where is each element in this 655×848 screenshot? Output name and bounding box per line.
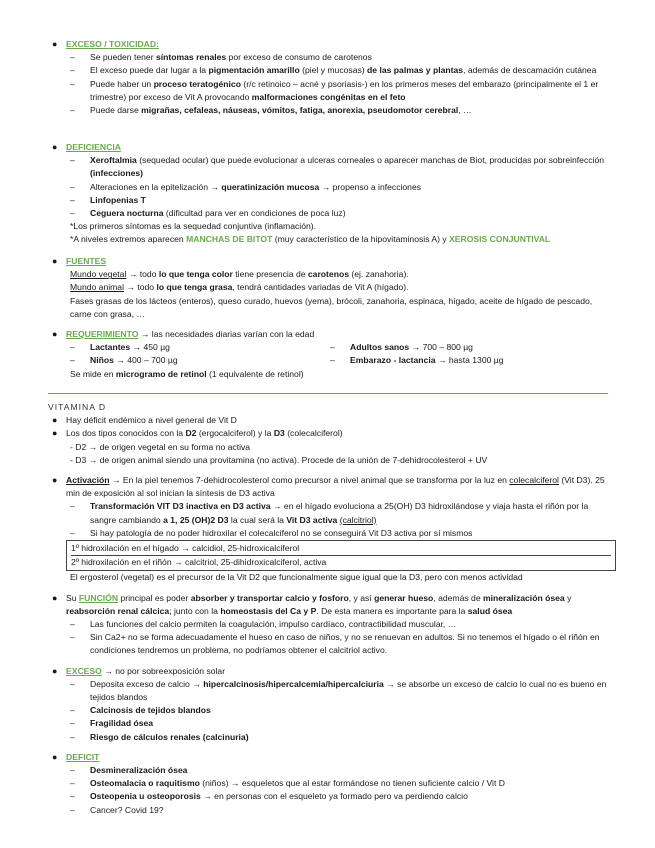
list-item: – Si hay patología de no poder hidroxilar el colecalciferol no se conseguirá Vit D3 activa por sí mismos: [70, 527, 473, 538]
section-fuentes: [0, 255, 655, 321]
note: *A niveles extremos aparecen MANCHAS DE BITOT (muy característico de la hipovitaminosis A) y XEROSIS CONJUNTIVAL: [70, 234, 551, 245]
list-item: – Ceguera nocturna (dificultad para ver en condiciones de poca luz): [70, 208, 346, 219]
list-item: – Se pueden tener síntomas renales por exceso de consumo de carotenos: [70, 52, 372, 63]
bullet-icon: ●: [52, 256, 58, 266]
list-item: – Osteopenia u osteoporosis → en personas con el esqueleto ya formado pero va perdiendo calcio: [70, 791, 468, 802]
paragraph: - D2 → de origen vegetal en su forma no activa: [70, 441, 251, 452]
paragraph: Fases grasas de los lácteos (enteros), queso curado, huevos (yema), brócoli, zanahoria, espinaca, hígado, aceite de hígado de pescado, carne con grasa, …: [70, 295, 593, 319]
heading-activacion: Activación: [66, 475, 110, 486]
heading-exceso-vit-d: EXCESO: [66, 665, 102, 676]
bullet-icon: ●: [52, 142, 58, 152]
bullet-icon: ●: [52, 39, 58, 49]
note: *Los primeros síntomas es la sequedad conjuntiva (inflamación).: [70, 221, 317, 232]
bullet-icon: ●: [52, 329, 58, 339]
heading-exceso-toxicidad: EXCESO / TOXICIDAD:: [66, 39, 159, 49]
paragraph: Mundo animal → todo lo que tenga grasa, tendrá cantidades variadas de Vit A (hígado).: [70, 282, 409, 293]
list-item: – Alteraciones en la epitelización → queratinización mucosa → propenso a infecciones: [70, 181, 422, 192]
requirement-row: – Niños → 400 – 700 µg – Embarazo - lactancia → hasta 1300 µg: [70, 355, 504, 366]
list-item: – Deposita exceso de calcio → hipercalcinosis/hipercalcemia/hipercalciuria → se absorbe un exceso de calcio lo cual no es bueno en tejidos blandos: [70, 678, 607, 703]
list-item: – Osteomalacia o raquitismo (niños) → esqueletos que al estar formándose no tienen suficiente calcio / Vit D: [70, 778, 505, 789]
heading-deficiencia: DEFICIENCIA: [66, 142, 121, 152]
list-item: – Calcinosis de tejidos blandos: [70, 705, 211, 716]
paragraph: - D3 → de origen animal siendo una provitamina (no activa). Procede de la unión de 7-dehidrocolesterol + UV: [70, 454, 488, 465]
hydroxylation-box: 1º hidroxilación en el hígado → calcidiol, 25-hidroxicalciferol 2º hidroxilación en el riñón → calcitriol, 25-dihidroxicalciferol, activa: [66, 540, 616, 571]
section-vitamina-d: VITAMINA D ● Hay déficit endémico a nivel general de Vit D ● Los dos tipos conocidos con la D2 (ergocalciferol) y la D3 (colecalciferol) - D2 → de origen vegetal en su forma no activa - D3 → de origen animal siendo una provitamina (no activa). Procede de la unión de 7-dehidrocolesterol + UV ● Activación → En la piel tenemos 7-dehidrocolesterol como precursor a nivel animal que se transforma por la luz en colecalciferol (Vit D3). 25 min de exposición al sol inician la síntesis de D3 activa – Transformación VIT D3 inactiva en D3 activa → en el hígado evoluciona a 25(OH) D3 hidroxilándose y viaja hasta el riñón por la sangre cambiando a 1, 25 (OH)2 D3 la cual será la Vit D3 activa (calcitriol) – Si hay patología de no poder hidroxilar el colecalciferol no se conseguirá Vit D3 activa por sí mismos 1º hidroxilación en el hígado → calcidiol, 25-hidroxicalciferol 2º hidroxilación en el riñón → calcitriol, 25-dihidroxicalciferol, activa El ergosterol (vegetal) es el precursor de la Vit D2 que funcionalmente sigue igual que la D3, pero con menos actividad ● Su FUNCIÓN principal es poder absorber y transportar calcio y fosforo, y así generar hueso, además de mineralización ósea y reabsorción renal cálcica; junto con la homeostasis del Ca y P. De esta manera es importante para la salud ósea – Las funciones del calcio permiten la coagulación, impulso cardíaco, contractibilidad muscular, … – Sin Ca2+ no se forma adecuadamente el hueso en caso de niños, y no se renuevan en adultos. Si no tenemos el hígado o el riñón en condiciones tendremos un problema, no podríamos obtener el calcitriol activo. ● EXCESO → no por sobreexposición solar – Deposita exceso de calcio → hipercalcinosis/hipercalcemia/hipercalciuria → se absorbe un exceso de calcio lo cual no es bueno en tejidos blandos – Calcinosis de tejidos blandos – Fragilidad ósea – Riesgo de cálculos renales (calcinuria) ● DEFICIT – Desmineralización ósea – Osteomalacia o raquitismo (niños) → esqueletos que al estar formándose no tienen suficiente calcio / Vit D – Osteopenia u osteoporosis → en personas con el esqueleto ya formado pero va perdiendo calcio – Cancer? Covid 19?: [0, 401, 655, 817]
bullet-icon: ●: [52, 415, 58, 426]
list-item: – Xeroftalmia (sequedad ocular) que puede evolucionar a ulceras corneales o aparecer manchas de Biot, producidas por sobreinfección (infecciones): [70, 155, 605, 179]
requirement-row: – Lactantes → 450 µg – Adultos sanos → 700 – 800 µg: [70, 342, 473, 353]
list-item: – Sin Ca2+ no se forma adecuadamente el hueso en caso de niños, y no se renuevan en adultos. Si no tenemos el hígado o el riñón en condiciones tendremos un problema, no podríamos obtener el calcitriol activo.: [70, 632, 600, 656]
bullet-icon: ●: [52, 475, 58, 486]
paragraph: El ergosterol (vegetal) es el precursor de la Vit D2 que funcionalmente sigue igual que la D3, pero con menos actividad: [70, 572, 523, 583]
list-item: – Las funciones del calcio permiten la coagulación, impulso cardíaco, contractibilidad muscular, …: [70, 619, 457, 630]
list-item: – Linfopenias T: [70, 194, 146, 205]
paragraph: Mundo vegetal → todo lo que tenga color tiene presencia de carotenos (ej. zanahoria).: [70, 269, 409, 280]
list-item: – Riesgo de cálculos renales (calcinuria): [70, 731, 249, 742]
list-item: – El exceso puede dar lugar a la pigmentación amarillo (piel y mucosas) de las palmas y plantas, además de descamación cutánea: [70, 65, 597, 76]
paragraph: Se mide en microgramo de retinol (1 equivalente de retinol): [70, 368, 304, 379]
section-divider: [48, 393, 608, 394]
section-requerimiento: ● REQUERIMIENTO → las necesidades diarias varían con la edad – Lactantes → 450 µg – Adultos sanos → 700 – 800 µg – Niños → 400 – 700 µg – Embarazo - lactancia → hasta 1300 µg Se mide en microgramo de retinol (1 equivalente de retinol): [0, 328, 655, 381]
bullet-icon: ●: [52, 665, 58, 676]
section-exceso-vit-a: [0, 38, 655, 117]
bullet-icon: ●: [52, 592, 58, 603]
list-item: – Puede darse migrañas, cefaleas, náuseas, vómitos, fatiga, anorexia, pseudomotor cerebral, …: [70, 105, 472, 116]
heading-requerimiento: REQUERIMIENTO: [66, 329, 139, 339]
section-deficiencia: [0, 141, 655, 247]
bullet-icon: ●: [52, 428, 58, 439]
heading-deficit: DEFICIT: [66, 751, 100, 762]
list-item: – Puede haber un proceso teratogénico (r/c retinoico – acné y psoriasis-) en los primeros meses del embarazo (principalmente el 1 er trimestre) por exceso de Vit A provocando malformaciones congénitas en el feto: [70, 78, 599, 102]
list-item: – Cancer? Covid 19?: [70, 804, 164, 815]
heading-funcion: FUNCIÓN: [78, 592, 119, 603]
bullet-icon: ●: [52, 751, 58, 762]
heading-fuentes: FUENTES: [66, 256, 107, 266]
page-title: VITAMINA D: [48, 402, 107, 412]
list-item: – Transformación VIT D3 inactiva en D3 activa → en el hígado evoluciona a 25(OH) D3 hidroxilándose y viaja hasta el riñón por la sangre cambiando a 1, 25 (OH)2 D3 la cual será la Vit D3 activa (calcitriol): [70, 501, 589, 525]
list-item: – Desmineralización ósea: [70, 765, 188, 776]
list-item: – Fragilidad ósea: [70, 718, 154, 729]
